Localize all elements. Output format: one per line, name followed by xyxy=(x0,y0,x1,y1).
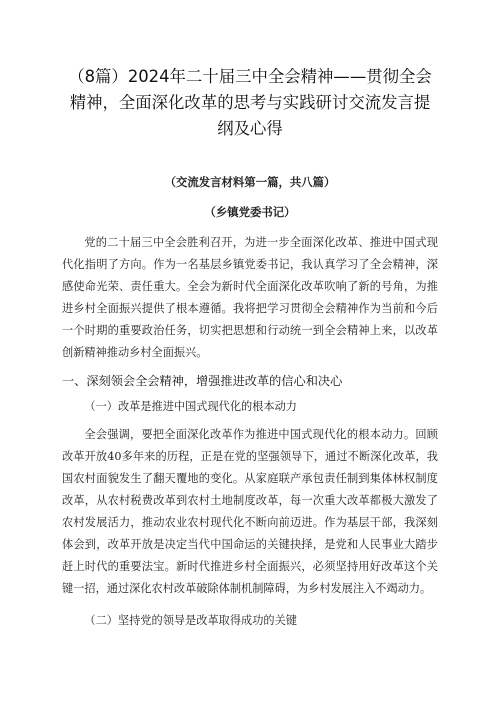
body-paragraph: 全会强调，要把全面深化改革作为推进中国式现代化的根本动力。回顾改革开放40多年来的历程，正是在党的坚强领导下，通过不断深化改革，我国农村面貌发生了翻天覆地的变化。从家庭联产承包责任制到集体林权制度改革，从农村税费改革到农村土地制度改革，每一次重大改革都极大激发了农村发展活力，推动农业农村现代化不断向前迈进。作为基层干部，我深刻体会到，改革开放是决定当代中国命运的关键抉择，是党和人民事业大踏步赶上时代的重要法宝。新时代推进乡村全面振兴，必须坚持用好改革这个关键一招，通过深化农村改革破除体制机制障碍，为乡村发展注入不竭动力。 xyxy=(62,428,438,595)
document-subtitle-series: （交流发言材料第一篇，共八篇） xyxy=(164,175,336,189)
subsection-heading: （一）改革是推进中国式现代化的根本动力 xyxy=(84,400,297,413)
document-subtitle-author: （乡镇党委书记） xyxy=(204,205,296,219)
section-heading: 一、深刻领会全会精神，增强推进改革的信心和决心 xyxy=(62,374,343,388)
subsection-heading-2: （二）坚持党的领导是改革取得成功的关键 xyxy=(84,614,297,627)
document-title: （8篇）2024年二十届三中全会精神——贯彻全会精神，全面深化改革的思考与实践研讨交流发言提纲及心得 xyxy=(68,67,432,138)
intro-paragraph: 党的二十届三中全会胜利召开，为进一步全面深化改革、推进中国式现代化指明了方向。作为一名基层乡镇党委书记，我认真学习了全会精神，深感使命光荣、责任重大。全会为新时代全面深化改革吹响了新的号角，为推进乡村全面振兴提供了根本遵循。我将把学习贯彻全会精神作为当前和今后一个时期的重要政治任务，切实把思想和行动统一到全会精神上来，以改革创新精神推动乡村全面振兴。 xyxy=(62,236,438,359)
